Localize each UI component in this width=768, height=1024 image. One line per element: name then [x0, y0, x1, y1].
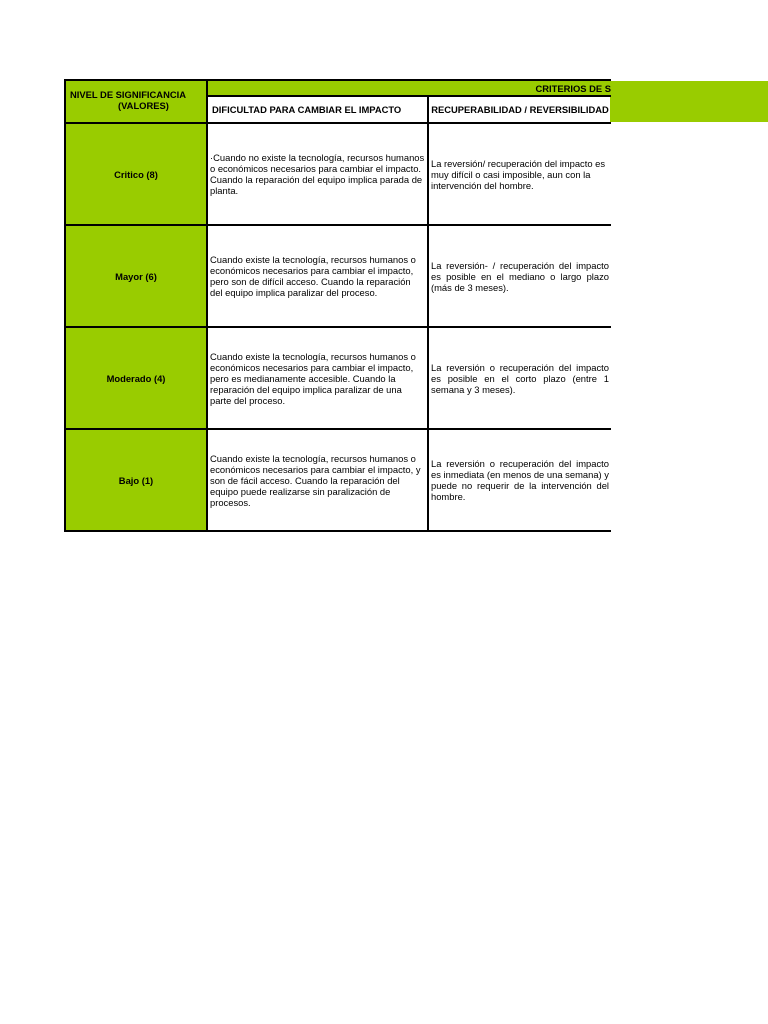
- level-label: Critico (8): [114, 168, 158, 180]
- difficulty-header-text: DIFICULTAD PARA CAMBIAR EL IMPACTO: [212, 104, 402, 115]
- criteria-header-extension: [610, 81, 768, 122]
- level-header-line2: (VALORES): [118, 100, 169, 111]
- level-label: Mayor (6): [115, 270, 157, 282]
- difficulty-cell[interactable]: [207, 123, 428, 225]
- difficulty-text: Cuando existe la tecnología, recursos humanos o económicos necesarios para cambiar el impacto, pero es medianamente accesible. Cuando la reparación del equipo implica paralizar de una parte del proceso.: [210, 350, 416, 406]
- recoverability-cell[interactable]: [428, 123, 611, 225]
- difficulty-text: ·Cuando no existe la tecnología, recursos humanos o económicos necesarios para cambiar el impacto. Cuando la reparación del equipo implica parada de planta.: [210, 152, 425, 196]
- table-row: [65, 225, 611, 327]
- level-cell-moderado[interactable]: [65, 327, 207, 429]
- criteria-header-cell[interactable]: [207, 80, 611, 96]
- recoverability-text: La reversión o recuperación del impacto es inmediata (en menos de una semana) y puede no requerir de la intervención del hombre.: [431, 458, 609, 502]
- recoverability-cell[interactable]: [428, 327, 611, 429]
- recoverability-cell[interactable]: [428, 429, 611, 531]
- table-row: [65, 429, 611, 531]
- significance-table-sheet: [64, 79, 610, 532]
- level-label: Moderado (4): [106, 372, 166, 384]
- recoverability-header-text: RECUPERABILIDAD / REVERSIBILIDAD: [431, 104, 609, 115]
- recoverability-text: La reversión/ recuperación del impacto es muy difícil o casi imposible, aun con la intervención del hombre.: [431, 157, 606, 191]
- difficulty-cell[interactable]: [207, 225, 428, 327]
- level-header-cell[interactable]: [65, 80, 207, 123]
- difficulty-text: Cuando existe la tecnología, recursos humanos o económicos necesarios para cambiar el impacto, y son de fácil acceso. Cuando la reparación del equipo puede realizarse sin paralización de procesos.: [210, 452, 421, 508]
- level-cell-critico[interactable]: [65, 123, 207, 225]
- difficulty-cell[interactable]: [207, 327, 428, 429]
- level-cell-bajo[interactable]: [65, 429, 207, 531]
- difficulty-text: Cuando existe la tecnología, recursos humanos o económicos necesarios para cambiar el impacto, pero son de difícil acceso. Cuando la reparación del equipo implica paralizar del proceso.: [210, 254, 416, 298]
- recoverability-text: La reversión- / recuperación del impacto es posible en el mediano o largo plazo (más de 3 meses).: [431, 259, 609, 293]
- criteria-header-text: CRITERIOS DE S: [535, 82, 611, 94]
- table-row: [65, 123, 611, 225]
- difficulty-header-cell[interactable]: [207, 96, 428, 123]
- header-row-top: [65, 80, 611, 96]
- level-header-line1: NIVEL DE SIGNIFICANCIA: [70, 89, 186, 100]
- recoverability-cell[interactable]: [428, 225, 611, 327]
- recoverability-text: La reversión o recuperación del impacto es posible en el corto plazo (entre 1 semana y 3 meses).: [431, 361, 609, 395]
- difficulty-cell[interactable]: [207, 429, 428, 531]
- significance-criteria-table: [64, 79, 611, 532]
- table-row: [65, 327, 611, 429]
- recoverability-header-cell[interactable]: [428, 96, 611, 123]
- level-label: Bajo (1): [118, 474, 154, 486]
- level-cell-mayor[interactable]: [65, 225, 207, 327]
